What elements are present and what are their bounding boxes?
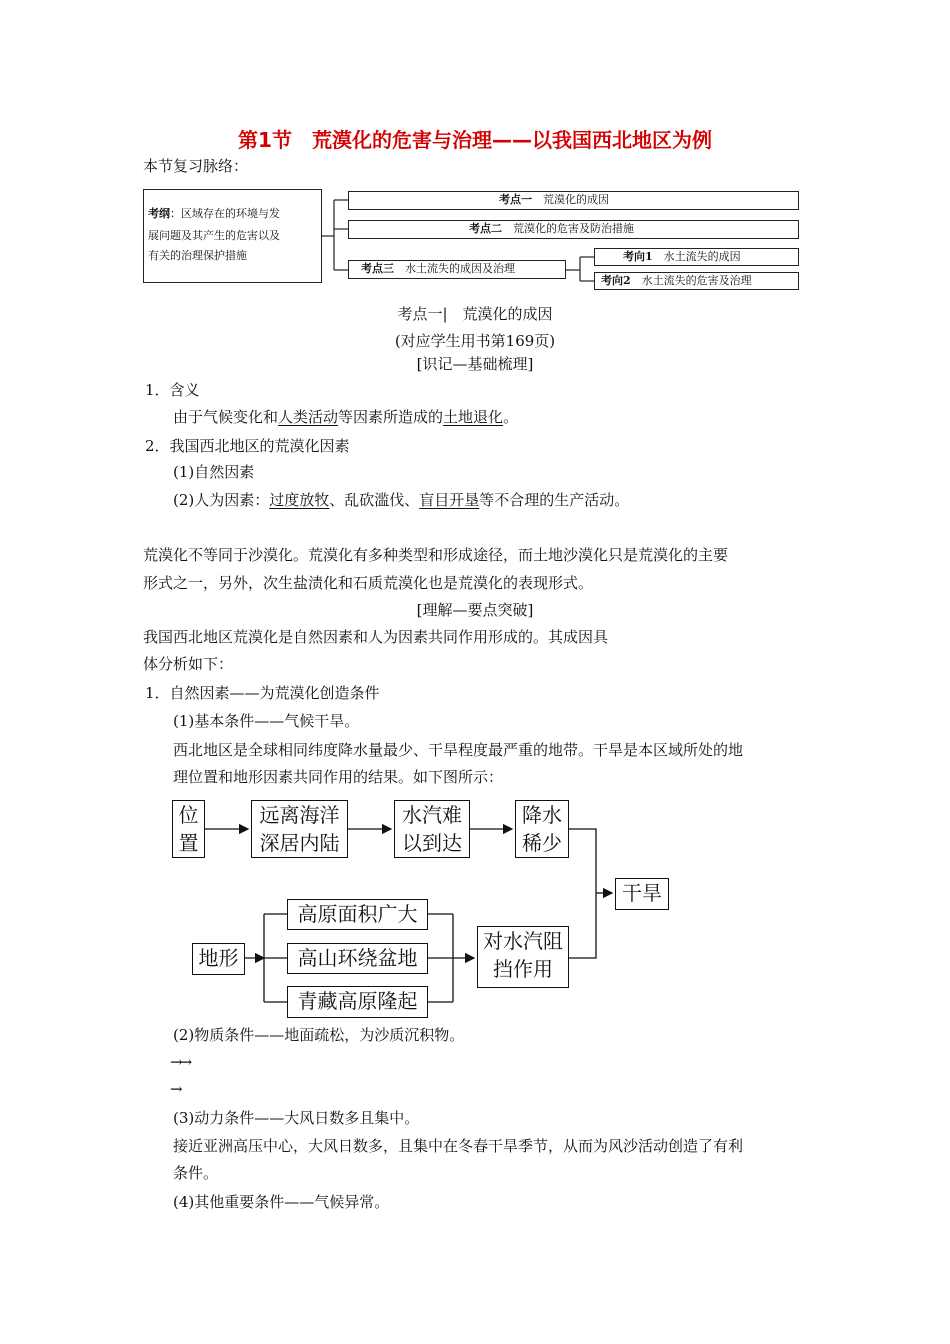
- syllabus-line-2: 展问题及其产生的危害以及: [148, 229, 280, 242]
- basic-review-heading: [识记—基础梳理]: [416, 355, 534, 373]
- definition-part-3: 。: [503, 408, 519, 426]
- kd1-tag: 考点一: [499, 193, 532, 206]
- analysis-intro-2: 体分析如下：: [143, 655, 234, 673]
- flow-rainfall-l1: 降水: [522, 803, 562, 827]
- syllabus-line-3: 有关的治理保护措施: [148, 249, 247, 262]
- flow-rainfall-l2: 稀少: [522, 831, 562, 855]
- flow-drought: 干旱: [615, 878, 669, 910]
- note-line-1: 荒漠化不等同于沙漠化。荒漠化有多种类型和形成途径，而土地沙漠化只是荒漠化的主要: [143, 546, 729, 564]
- flow-block-l1: 对水汽阻: [483, 929, 563, 953]
- blank-reclamation: 盲目开垦: [419, 491, 480, 509]
- section-title: 荒漠化的成因: [462, 305, 553, 323]
- blank-human-activity: 人类活动: [278, 408, 339, 426]
- review-label: 本节复习脉络：: [143, 157, 249, 175]
- flow-inland: [251, 800, 348, 858]
- kd1-text: 荒漠化的成因: [543, 193, 609, 206]
- kd2-tag: 考点二: [469, 222, 502, 235]
- syllabus-tag: 考纲: [148, 207, 170, 220]
- blank-overgrazing: 过度放牧: [269, 491, 330, 509]
- arrow-row-1: →→: [170, 1053, 190, 1071]
- book-reference: (对应学生用书第169页): [394, 332, 556, 350]
- kd3-text: 水土流失的成因及治理: [405, 262, 515, 275]
- power-condition-text-1: 接近亚洲高压中心，大风日数多，且集中在冬春干旱季节，从而为风沙活动创造了有利: [173, 1137, 744, 1155]
- human-factors-part-2: 、乱砍滥伐、: [329, 491, 420, 509]
- flow-vapor-l1: 水汽难: [402, 803, 462, 827]
- flow-location-l2: 置: [178, 831, 199, 855]
- kx2-tag: 考向2: [601, 274, 631, 287]
- item-definition: 1．含义: [145, 381, 200, 399]
- flow-inland-l2: 深居内陆: [259, 831, 340, 855]
- natural-heading: 1．自然因素——为荒漠化创造条件: [145, 684, 380, 702]
- item-factors: 2．我国西北地区的荒漠化因素: [145, 437, 350, 455]
- definition-part-2: 等因素所造成的: [338, 408, 444, 426]
- flow-rainfall: [515, 800, 569, 858]
- kx1-text: 水土流失的成因: [663, 250, 741, 263]
- human-factors-part-3: 等不合理的生产活动。: [479, 491, 630, 509]
- power-condition: (3)动力条件——大风日数多且集中。: [173, 1109, 420, 1127]
- flow-uplift: 青藏高原隆起: [287, 986, 428, 1018]
- material-condition: (2)物质条件——地面疏松，为沙质沉积物。: [173, 1026, 465, 1044]
- flow-plateau: 高原面积广大: [287, 899, 428, 930]
- page-title: 第1节 荒漠化的危害与治理——以我国西北地区为例: [238, 128, 712, 152]
- human-factors-label: (2)人为因素：: [173, 491, 270, 509]
- arrow-row-2: →: [170, 1080, 183, 1098]
- basic-condition-text-1: 西北地区是全球相同纬度降水量最少、干旱程度最严重的地带。干旱是本区域所处的地: [173, 741, 744, 759]
- natural-factors: (1)自然因素: [173, 463, 255, 481]
- flow-location: [172, 800, 205, 858]
- flow-vapor-l2: 以到达: [402, 831, 462, 855]
- kd3-tag: 考点三: [361, 262, 394, 275]
- analysis-intro-1: 我国西北地区荒漠化是自然因素和人为因素共同作用形成的。其成因具: [143, 628, 609, 646]
- other-condition: (4)其他重要条件——气候异常。: [173, 1193, 390, 1211]
- section-tag: 考点一: [397, 305, 443, 323]
- note-line-2: 形式之一，另外，次生盐渍化和石质荒漠化也是荒漠化的表现形式。: [143, 574, 594, 592]
- understand-heading: [理解—要点突破]: [416, 601, 534, 619]
- kd2-text: 荒漠化的危害及防治措施: [513, 222, 634, 235]
- kx1-tag: 考向1: [623, 250, 653, 263]
- flow-vapor: [394, 800, 470, 858]
- section-heading: 考点一| 荒漠化的成因: [397, 305, 553, 323]
- flow-block: [477, 926, 569, 988]
- flow-location-l1: 位: [178, 803, 199, 827]
- kx2-text: 水土流失的危害及治理: [641, 274, 752, 287]
- flow-terrain: 地形: [192, 943, 245, 975]
- syllabus-line-1: ：区域存在的环境与发: [170, 207, 280, 220]
- power-condition-text-2: 条件。: [173, 1164, 219, 1182]
- basic-condition-text-2: 理位置和地形因素共同作用的结果。如下图所示：: [173, 768, 504, 786]
- flow-block-l2: 挡作用: [493, 957, 553, 981]
- flow-inland-l1: 远离海洋: [259, 803, 340, 827]
- definition-part-1: 由于气候变化和: [173, 408, 279, 426]
- basic-condition: (1)基本条件——气候干旱。: [173, 712, 360, 730]
- flow-mountains: 高山环绕盆地: [287, 943, 428, 974]
- blank-land-degradation: 土地退化: [443, 408, 504, 426]
